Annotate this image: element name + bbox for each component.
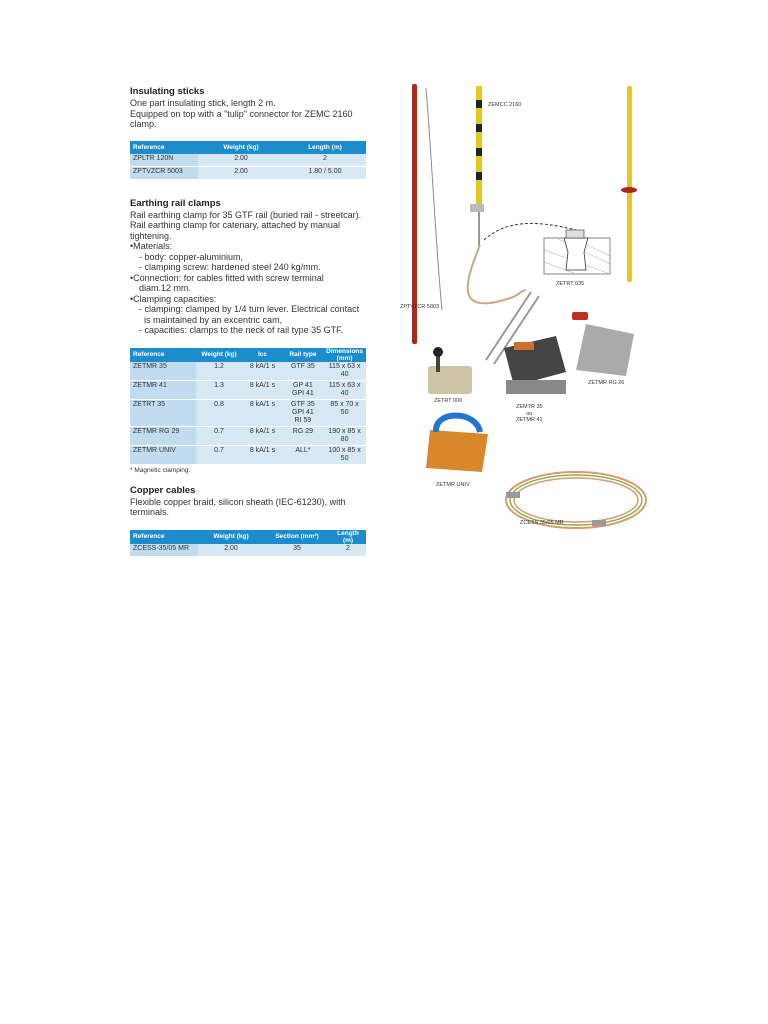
cell: 8 kA/1 s bbox=[242, 362, 282, 381]
col-header: Weight (kg) bbox=[198, 141, 284, 154]
cell: ZETRT 35 bbox=[130, 399, 196, 426]
desc-line: clamp. bbox=[130, 119, 157, 129]
insulating-table bbox=[130, 141, 366, 180]
product-illustrations bbox=[396, 80, 660, 550]
cell: 2.00 bbox=[198, 166, 284, 179]
zemc-stick bbox=[470, 86, 484, 246]
section-title-rail: Earthing rail clamps bbox=[130, 197, 221, 209]
rail-table-body bbox=[130, 362, 366, 465]
cable bbox=[468, 245, 526, 303]
cell: GTF 35 GPI 41 RI 59 bbox=[283, 399, 324, 426]
yellow-stick bbox=[621, 86, 637, 282]
cell: 2.00 bbox=[198, 154, 284, 167]
table-row bbox=[130, 426, 366, 445]
table-row bbox=[130, 399, 366, 426]
table-header-row bbox=[130, 348, 366, 362]
col-header: Section (mm²) bbox=[264, 530, 330, 544]
cell: ZETMR 35 bbox=[130, 362, 196, 381]
table-row bbox=[130, 362, 366, 381]
section-insulating-sticks bbox=[130, 86, 366, 180]
cell: 2 bbox=[284, 154, 366, 167]
label-zetrt: ZETRT 000 bbox=[434, 398, 463, 404]
desc-line: Flexible copper braid, silicon sheath (IEC-61230), with bbox=[130, 496, 346, 507]
col-header: Weight (kg) bbox=[198, 530, 264, 544]
col-header: Weight (kg) bbox=[196, 348, 243, 362]
label-zetmr-rg: ZETMR RG 26 bbox=[588, 380, 625, 386]
label-zemc: ZEMCC 2160 bbox=[488, 102, 522, 108]
label-zetmr-univ: ZETMR UNIV bbox=[436, 482, 470, 488]
cell: ZETMR UNIV bbox=[130, 445, 196, 464]
cell: 1.2 bbox=[196, 362, 243, 381]
section-title-copper: Copper cables bbox=[130, 484, 196, 496]
desc-line: Rail earthing clamp for 35 GTF rail (buried rail - streetcar). bbox=[130, 209, 362, 220]
footnote: * Magnetic clamping. bbox=[130, 466, 191, 474]
table-row bbox=[130, 544, 366, 557]
sub-line: - clamping screw: hardened steel 240 kg/mm. bbox=[139, 262, 321, 272]
col-header: Icc bbox=[242, 348, 282, 362]
cell: GP 41 GPI 41 bbox=[283, 380, 324, 399]
rail-section-drawing bbox=[544, 230, 610, 274]
label-zetrt-top: ZETRT 035 bbox=[556, 281, 585, 287]
copper-table bbox=[130, 530, 366, 557]
col-header: Dimensions (mm) bbox=[323, 348, 366, 362]
col-header: Reference bbox=[130, 530, 198, 544]
product-text-column bbox=[130, 86, 366, 557]
label-zetmr35: ZEMTR 35 ou ZETMR 41 bbox=[516, 404, 543, 423]
label-zcess: ZCESS 35/05 MR bbox=[520, 520, 564, 526]
col-header: Reference bbox=[130, 141, 198, 154]
cell: 0.8 bbox=[196, 399, 243, 426]
cell: 1.80 / 5.00 bbox=[284, 166, 366, 179]
cell: 85 x 70 x 50 bbox=[323, 399, 366, 426]
desc-line: One part insulating stick, length 2 m. bbox=[130, 98, 276, 108]
cell: GTF 35 bbox=[283, 362, 324, 381]
col-header: Length (m) bbox=[284, 141, 366, 154]
cell: 190 x 85 x 80 bbox=[323, 426, 366, 445]
desc-line: terminals. bbox=[130, 507, 170, 517]
cell: 35 bbox=[264, 544, 330, 557]
section-copper-cables bbox=[130, 485, 366, 557]
label-zptvzcr: ZPTVZCR 5003 bbox=[400, 304, 440, 310]
desc-line: Rail earthing clamp for catenary, attached by manual bbox=[130, 220, 340, 230]
bullet-line: • Clamping capacities: bbox=[130, 294, 366, 305]
cell: 2.00 bbox=[198, 544, 264, 557]
cell: 115 x 63 x 40 bbox=[323, 380, 366, 399]
section-title-insulating: Insulating sticks bbox=[130, 86, 205, 97]
cell: 8 kA/1 s bbox=[242, 426, 282, 445]
zetmr-univ-clamp bbox=[426, 416, 488, 473]
zetmr-rg-clamp bbox=[572, 312, 634, 376]
cell: 8 kA/1 s bbox=[242, 380, 282, 399]
zetmr35-clamp bbox=[504, 336, 566, 394]
bullet-line: • Connection: for cables fitted with screw terminal bbox=[130, 273, 366, 284]
cell: 100 x 85 x 50 bbox=[323, 445, 366, 464]
dashed-connection bbox=[484, 223, 576, 240]
equipment-drawing bbox=[396, 80, 660, 550]
cell: 1.3 bbox=[196, 380, 243, 399]
section-rail-clamps bbox=[130, 198, 366, 474]
cell: ZETMR RG 29 bbox=[130, 426, 196, 445]
desc-line: Equipped on top with a "tulip" connector for ZEMC 2160 bbox=[130, 108, 353, 119]
cell: ZPTVZCR 5003 bbox=[130, 166, 198, 179]
table-row bbox=[130, 380, 366, 399]
sub-line: - capacities: clamps to the neck of rail type 35 GTF. bbox=[139, 325, 344, 335]
cell: 2 bbox=[330, 544, 366, 557]
cell: ZPLTR 120N bbox=[130, 154, 198, 167]
cell: 0.7 bbox=[196, 445, 243, 464]
cell: 8 kA/1 s bbox=[242, 445, 282, 464]
cell: 0.7 bbox=[196, 426, 243, 445]
cell: ZCESS-35/05 MR bbox=[130, 544, 198, 557]
table-header-row bbox=[130, 141, 366, 154]
table-row bbox=[130, 154, 366, 167]
cell: RG 29 bbox=[283, 426, 324, 445]
sub-line: - clamping: clamped by 1/4 turn lever. Electrical contact bbox=[139, 304, 360, 314]
cell: 115 x 63 x 40 bbox=[323, 362, 366, 381]
bullet-line: • Materials: bbox=[130, 241, 366, 252]
sub-line: is maintained by an excentric cam, bbox=[144, 314, 283, 325]
sub-line: - body: copper-aluminium, bbox=[139, 251, 244, 262]
desc-line: tightening. bbox=[130, 230, 172, 241]
cell: ALL* bbox=[283, 445, 324, 464]
table-row bbox=[130, 445, 366, 464]
col-header: Length (m) bbox=[330, 530, 366, 544]
table-row bbox=[130, 166, 366, 179]
rail-table bbox=[130, 348, 366, 465]
table-header-row bbox=[130, 530, 366, 544]
sub-line: diam.12 mm. bbox=[139, 283, 192, 293]
col-header: Reference bbox=[130, 348, 196, 362]
zetrt-clamp bbox=[428, 347, 472, 394]
cell: ZETMR 41 bbox=[130, 380, 196, 399]
cell: 8 kA/1 s bbox=[242, 399, 282, 426]
col-header: Rail type bbox=[283, 348, 324, 362]
